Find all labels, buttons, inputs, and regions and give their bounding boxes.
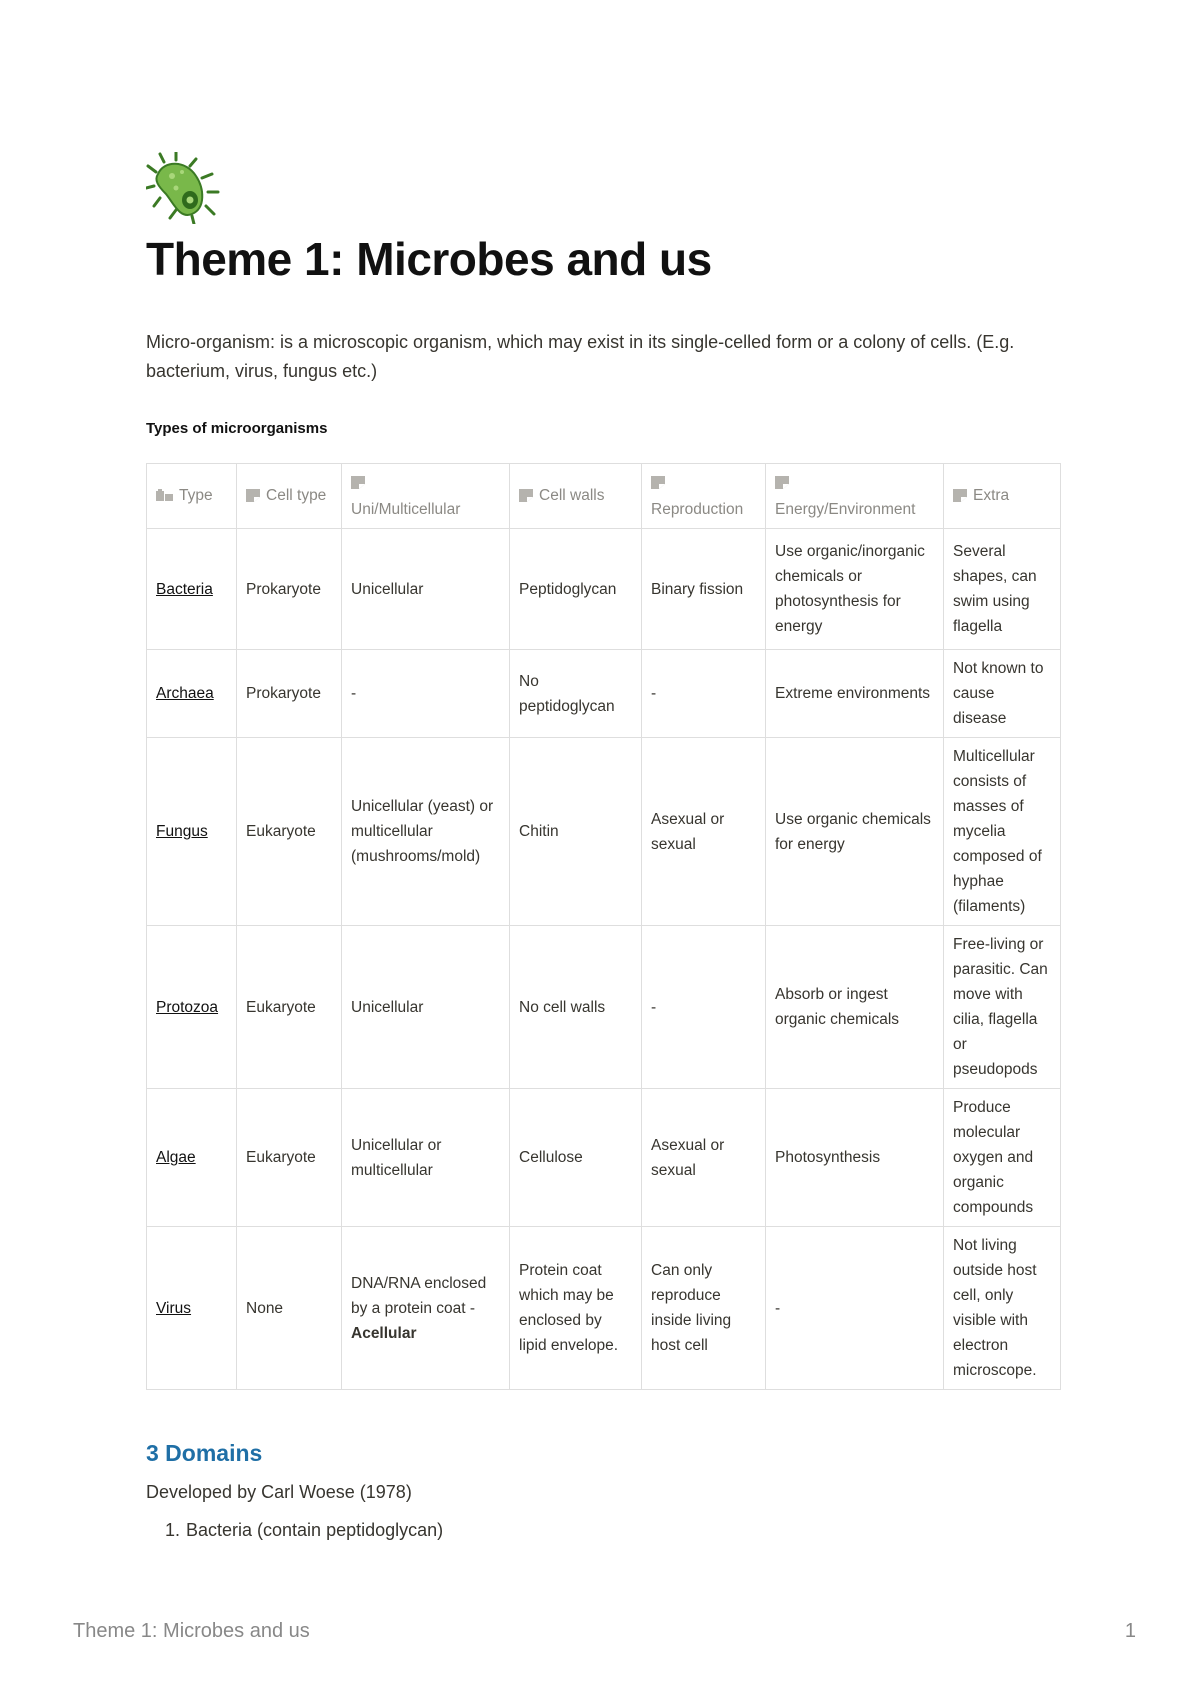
reproduction-cell: - <box>642 926 766 1089</box>
uni-multicellular-cell: Unicellular (yeast) or multicellular (mushrooms/mold) <box>342 738 510 926</box>
page-title: Theme 1: Microbes and us <box>146 233 712 285</box>
cell-walls-cell: Cellulose <box>510 1089 642 1227</box>
type-link-protozoa[interactable]: Protozoa <box>156 998 219 1016</box>
column-header-uni-multicellular[interactable] <box>342 464 510 529</box>
extra-cell: Several shapes, can swim using flagella <box>944 529 1061 650</box>
cell-type-cell: Eukaryote <box>237 1089 342 1227</box>
cell-walls-cell: Protein coat which may be enclosed by lipid envelope. <box>510 1227 642 1390</box>
cell-type-cell: Eukaryote <box>237 738 342 926</box>
energy-cell: Use organic chemicals for energy <box>766 738 944 926</box>
intro-paragraph: Micro-organism: is a microscopic organism, which may exist in its single-celled form or a colony of cells. (E.g. bacterium, virus, fungus etc.) <box>146 332 1015 381</box>
table-row <box>147 926 1061 1089</box>
list-number: 1. <box>164 1520 180 1540</box>
microorganism-table <box>146 463 1061 1390</box>
type-cell[interactable] <box>147 1227 237 1390</box>
reproduction-cell: - <box>642 650 766 738</box>
type-link-bacteria[interactable]: Bacteria <box>156 580 213 598</box>
uni-multicellular-text: DNA/RNA enclosed by a protein coat - <box>351 1274 487 1317</box>
uni-multicellular-cell: Unicellular or multicellular <box>342 1089 510 1227</box>
list-item-text: Bacteria (contain peptidoglycan) <box>186 1520 444 1540</box>
text-property-icon <box>519 485 533 510</box>
text-property-icon <box>953 485 967 510</box>
page-number: 1 <box>1124 1620 1136 1642</box>
cell-type-cell: Prokaryote <box>237 529 342 650</box>
domains-list <box>146 1520 443 1541</box>
energy-cell: Photosynthesis <box>766 1089 944 1227</box>
table-caption: Types of microorganisms <box>146 420 328 437</box>
table-row <box>147 1227 1061 1390</box>
uni-multicellular-cell <box>342 1227 510 1390</box>
text-property-icon <box>351 472 365 497</box>
type-link-archaea[interactable]: Archaea <box>156 685 214 702</box>
energy-cell: Absorb or ingest organic chemicals <box>766 926 944 1089</box>
reproduction-cell: Can only reproduce inside living host cell <box>642 1227 766 1390</box>
cell-walls-cell: No cell walls <box>510 926 642 1089</box>
uni-multicellular-cell: Unicellular <box>342 529 510 650</box>
type-link-algae[interactable]: Algae <box>156 1149 196 1166</box>
energy-cell: Extreme environments <box>766 650 944 738</box>
acellular-bold-text: Acellular <box>351 1324 417 1342</box>
type-cell[interactable] <box>147 738 237 926</box>
column-header-label: Uni/Multicellular <box>351 501 461 518</box>
uni-multicellular-cell: Unicellular <box>342 926 510 1089</box>
energy-cell: Use organic/inorganic chemicals or photosynthesis for energy <box>766 529 944 650</box>
section-subtitle: Developed by Carl Woese (1978) <box>146 1482 412 1502</box>
cell-walls-cell: Chitin <box>510 738 642 926</box>
extra-cell: Free-living or parasitic. Can move with cilia, flagella or pseudopods <box>944 926 1061 1089</box>
reproduction-cell: Asexual or sexual <box>642 1089 766 1227</box>
column-header-label: Energy/Environment <box>775 501 916 518</box>
cell-type-cell: Prokaryote <box>237 650 342 738</box>
column-header-label: Extra <box>973 486 1010 504</box>
column-header-label: Cell type <box>266 486 327 504</box>
type-cell[interactable] <box>147 1089 237 1227</box>
cell-walls-cell: No peptidoglycan <box>510 650 642 738</box>
list-item <box>146 1520 443 1541</box>
reproduction-cell: Binary fission <box>642 529 766 650</box>
microbe-icon[interactable] <box>146 152 220 224</box>
energy-cell: - <box>766 1227 944 1390</box>
table-row <box>147 529 1061 650</box>
column-header-energy-environment[interactable] <box>766 464 944 529</box>
table-row <box>147 650 1061 738</box>
type-cell[interactable] <box>147 529 237 650</box>
type-cell[interactable] <box>147 926 237 1089</box>
cell-type-cell: None <box>237 1227 342 1390</box>
uni-multicellular-cell: - <box>342 650 510 738</box>
column-header-type[interactable] <box>147 464 237 529</box>
section-heading: 3 Domains <box>146 1440 263 1466</box>
title-property-icon <box>156 485 173 510</box>
column-header-cell-type[interactable] <box>237 464 342 529</box>
extra-cell: Multicellular consists of masses of mycelia composed of hyphae (filaments) <box>944 738 1061 926</box>
extra-cell: Produce molecular oxygen and organic compounds <box>944 1089 1061 1227</box>
type-link-virus[interactable]: Virus <box>156 1299 192 1317</box>
footer-title: Theme 1: Microbes and us <box>73 1620 310 1642</box>
extra-cell: Not living outside host cell, only visible with electron microscope. <box>944 1227 1061 1390</box>
column-header-label: Type <box>179 486 213 504</box>
text-property-icon <box>246 485 260 510</box>
cell-walls-cell: Peptidoglycan <box>510 529 642 650</box>
type-cell[interactable] <box>147 650 237 738</box>
column-header-label: Reproduction <box>651 501 744 518</box>
column-header-label: Cell walls <box>539 486 605 504</box>
table-row <box>147 1089 1061 1227</box>
column-header-cell-walls[interactable] <box>510 464 642 529</box>
table-row <box>147 738 1061 926</box>
column-header-reproduction[interactable] <box>642 464 766 529</box>
text-property-icon <box>651 472 665 497</box>
cell-type-cell: Eukaryote <box>237 926 342 1089</box>
column-header-extra[interactable] <box>944 464 1061 529</box>
text-property-icon <box>775 472 789 497</box>
reproduction-cell: Asexual or sexual <box>642 738 766 926</box>
table-header-row <box>147 464 1061 529</box>
type-link-fungus[interactable]: Fungus <box>156 823 208 840</box>
extra-cell: Not known to cause disease <box>944 650 1061 738</box>
